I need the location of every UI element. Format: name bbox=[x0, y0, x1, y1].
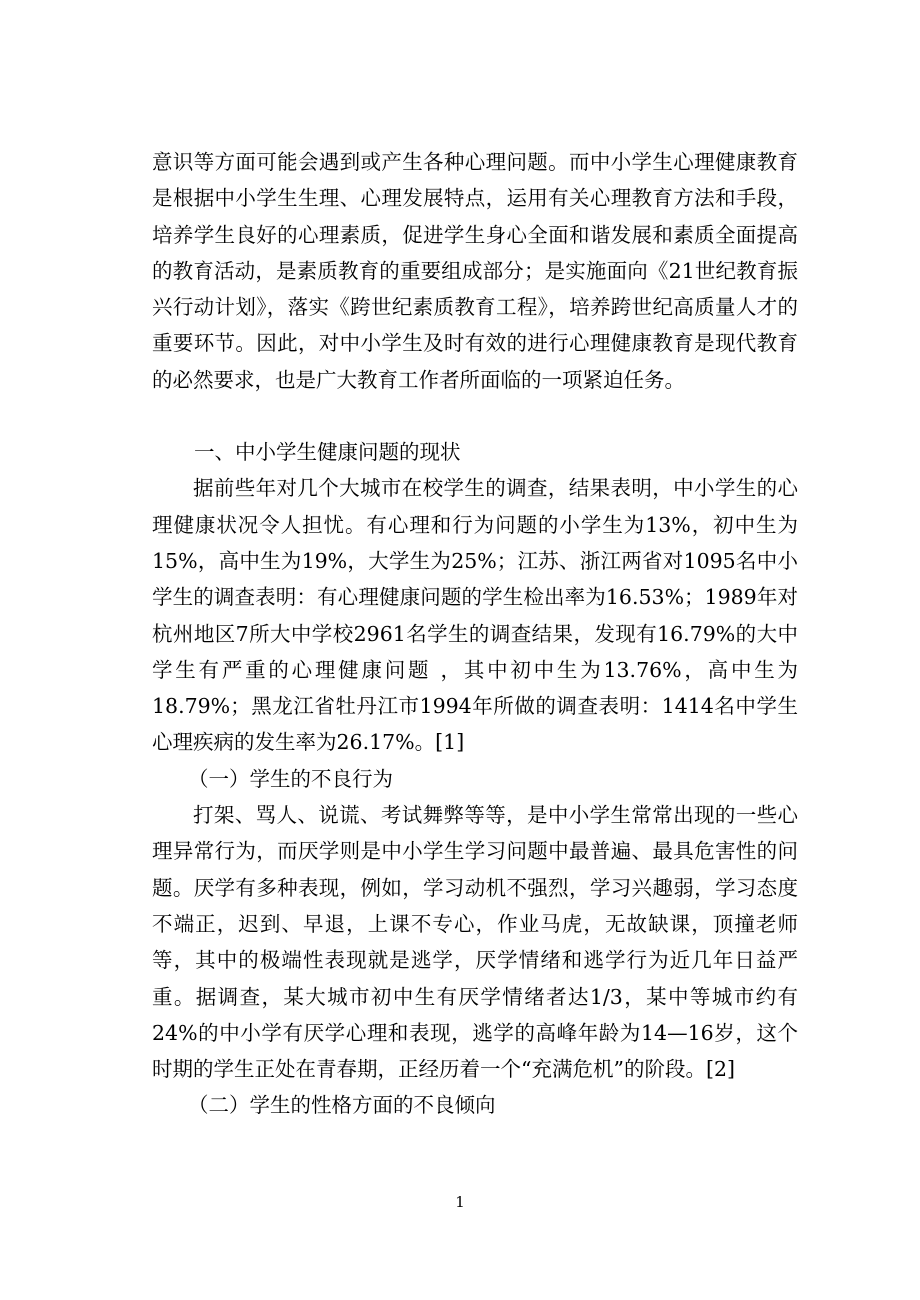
subsection-heading-behavior: （一）学生的不良行为 bbox=[188, 766, 393, 791]
page-number: 1 bbox=[455, 1193, 465, 1211]
subsection-heading-personality: （二）学生的性格方面的不良倾向 bbox=[188, 1093, 496, 1118]
section-heading: 一、中小学生健康问题的现状 bbox=[194, 440, 461, 465]
document-body bbox=[152, 144, 798, 1124]
subsection-paragraph-behavior: 打架、骂人、说谎、考试舞弊等等，是中小学生常常出现的一些心理异常行为，而厌学则是中小学生学习问题中最普遍、最具危害性的问题。厌学有多种表现，例如，学习动机不强烈，学习兴趣弱，学习态度不端正，迟到、早退，上课不专心，作业马虎，无故缺课，顶撞老师等，其中的极端性表现就是逃学，厌学情绪和逃学行为近几年日益严重。据调查，某大城市初中生有厌学情绪者达1/3，某中等城市约有24%的中小学有厌学心理和表现，逃学的高峰年龄为14—16岁，这个时期的学生正处在青春期，正经历着一个“充满危机”的阶段。[2] bbox=[152, 803, 798, 1082]
intro-paragraph: 意识等方面可能会遇到或产生各种心理问题。而中小学生心理健康教育是根据中小学生生理、心理发展特点，运用有关心理教育方法和手段，培养学生良好的心理素质，促进学生身心全面和谐发展和素质全面提高的教育活动，是素质教育的重要组成部分；是实施面向《21世纪教育振兴行动计划》，落实《跨世纪素质教育工程》，培养跨世纪高质量人才的重要环节。因此，对中小学生及时有效的进行心理健康教育是现代教育的必然要求，也是广大教育工作者所面临的一项紧迫任务。 bbox=[152, 150, 798, 392]
section-spacer bbox=[152, 398, 798, 434]
section-paragraph: 据前些年对几个大城市在校学生的调查，结果表明，中小学生的心理健康状况令人担忧。有心理和行为问题的小学生为13%，初中生为15%，高中生为19%，大学生为25%；江苏、浙江两省对1095名中小学生的调查表明：有心理健康问题的学生检出率为16.53%；1989年对杭州地区7所大中学校2961名学生的调查结果，发现有16.79%的大中学生有严重的心理健康问题 ，其中初中生为13.76%，高中生为18.79%；黑龙江省牡丹江市1994年所做的调查表明：1414名中学生心理疾病的发生率为26.17%。[1] bbox=[152, 476, 798, 755]
